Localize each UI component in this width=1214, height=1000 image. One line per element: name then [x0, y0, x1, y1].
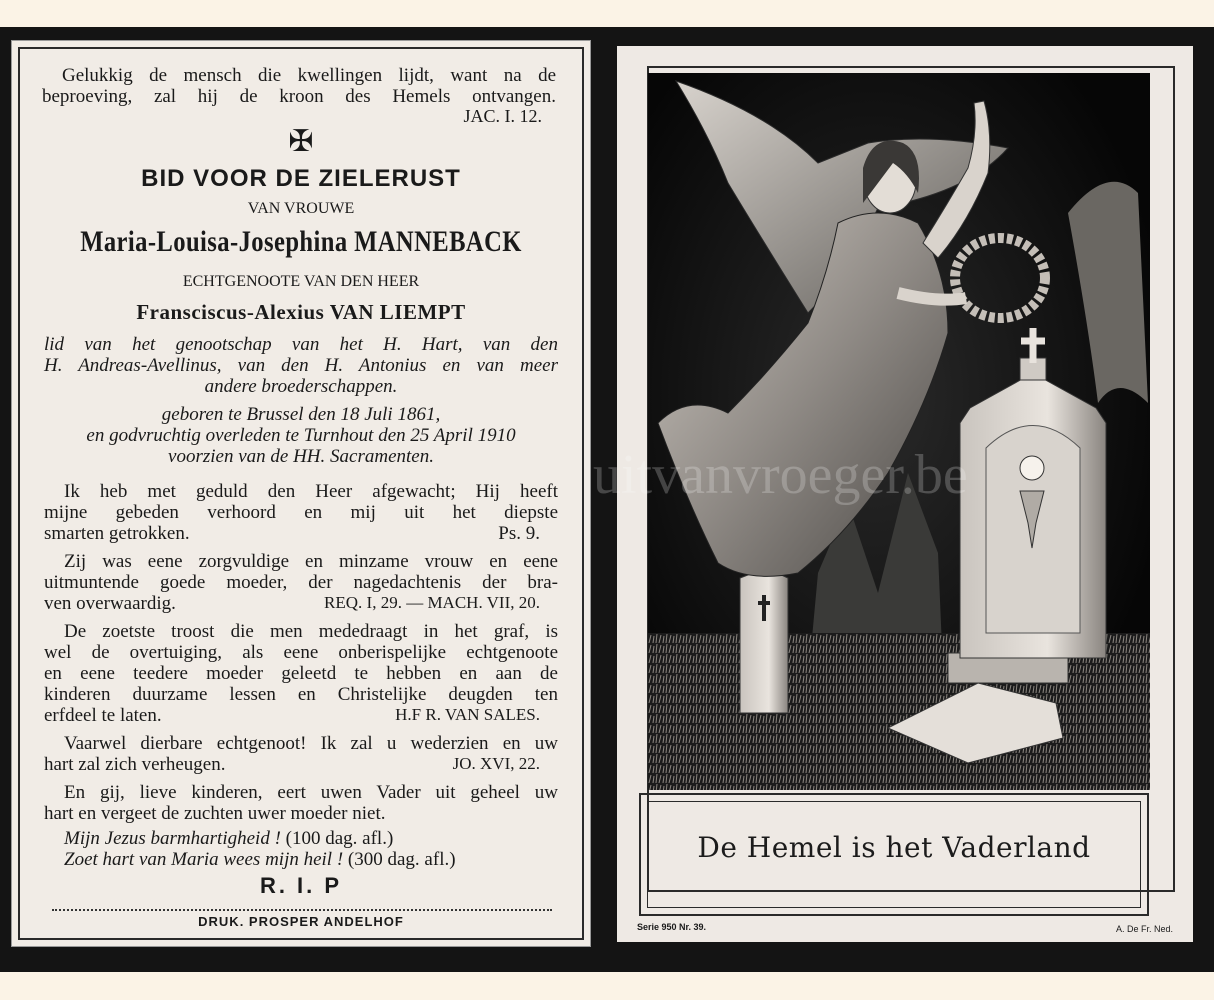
prayer-heading: BID VOOR DE ZIELERUST [141, 165, 461, 192]
psalm-line-1: Ik heb met geduld den Heer afgewacht; Hij heeft [64, 481, 558, 502]
small-tombstone [740, 568, 788, 713]
comfort-line-5 [44, 705, 540, 727]
comfort-line-4: kinderen duurzame lessen en Christelijke deugden ten [44, 684, 558, 705]
motto-panel [639, 793, 1149, 916]
farewell-text: hart zal zich verheugen. [44, 754, 226, 775]
virtue-line-3 [44, 593, 540, 615]
prayer-2-indulgence: (300 dag. afl.) [347, 849, 456, 870]
prayer-2-text: Zoet hart van Maria wees mijn heil ! [64, 849, 344, 870]
sacraments-line: voorzien van de HH. Sacramenten. [168, 446, 434, 467]
printer-credit: DRUK. PROSPER ANDELHOF [198, 914, 404, 929]
prayer-1-text: Mijn Jezus barmhartigheid ! [64, 828, 281, 849]
spouse-name: Fransciscus-Alexius VAN LIEMPT [136, 300, 466, 324]
psalm-text: smarten getrokken. [44, 523, 190, 544]
spouse-intro: ECHTGENOOTE VAN DEN HEER [182, 273, 420, 290]
watermark-text: uitvanvroeger.be [593, 444, 968, 506]
angel-extended-arm [898, 293, 966, 300]
comfort-reference: H.F R. VAN SALES. [395, 705, 540, 724]
virtue-reference: REQ. I, 29. — MACH. VII, 20. [324, 593, 540, 612]
virtue-text: ven overwaardig. [44, 593, 176, 614]
children-line-2: hart en vergeet de zuchten uwer moeder niet. [44, 803, 386, 824]
comfort-text: erfdeel te laten. [44, 705, 162, 726]
virtue-line-2: uitmuntende goede moeder, der nagedachtenis der bra- [44, 572, 558, 593]
angel-grave-engraving [593, 73, 1150, 790]
psalm-line-2: mijne gebeden verhoord en mij uit het diepste [44, 502, 558, 523]
series-number: Serie 950 Nr. 39. [637, 922, 707, 932]
prayer-1-indulgence: (100 dag. afl.) [285, 828, 394, 849]
comfort-line-1: De zoetste troost die men mededraagt in het graf, is [64, 621, 558, 642]
comfort-line-2: wel de overtuiging, als eene onberispelijke echtgenoote [44, 642, 558, 663]
rip-label: R. I. P [259, 873, 343, 898]
motto-text: De Hemel is het Vaderland [697, 831, 1091, 864]
children-line-1: En gij, lieve kinderen, eert uwen Vader uit geheel uw [64, 782, 558, 803]
cross-icon: ✠ [288, 125, 314, 158]
prayer-line-1 [64, 828, 393, 850]
psalm-reference: Ps. 9. [498, 523, 540, 544]
membership-line-2: H. Andreas-Avellinus, van den H. Antonius en van meer [44, 355, 558, 376]
prayer-line-2 [64, 849, 456, 871]
van-vrouwe-label: VAN VROUWE [247, 200, 355, 217]
farewell-line-1: Vaarwel dierbare echtgenoot! Ik zal u wederzien en uw [64, 733, 558, 754]
epigraph-reference: JAC. I. 12. [463, 106, 542, 126]
farewell-reference: JO. XVI, 22. [452, 754, 540, 773]
birth-line: geboren te Brussel den 18 Juli 1861, [161, 404, 441, 425]
virtue-line-1: Zij was eene zorgvuldige en minzame vrouw en eene [64, 551, 558, 572]
farewell-line-2 [44, 754, 540, 776]
memorial-text-card [11, 40, 591, 947]
deceased-name: Maria-Louisa-Josephina MANNEBACK [80, 225, 522, 258]
death-line: en godvruchtig overleden te Turnhout den 25 April 1910 [86, 425, 516, 446]
epigraph-line-1: Gelukkig de mensch die kwellingen lijdt, want na de [62, 65, 556, 86]
dotted-divider [52, 909, 552, 911]
membership-line-1: lid van het genootschap van het H. Hart, van den [44, 334, 558, 355]
epigraph-line-2: beproeving, zal hij de kroon des Hemels ontvangen. [42, 86, 556, 107]
publisher-mark: A. De Fr. Ned. [1115, 924, 1173, 934]
comfort-line-3: en eene teedere moeder geleetd te hebben en aan de [44, 663, 558, 684]
host-icon [1020, 456, 1044, 480]
psalm-line-3 [44, 523, 540, 545]
membership-line-3: andere broederschappen. [204, 376, 398, 397]
